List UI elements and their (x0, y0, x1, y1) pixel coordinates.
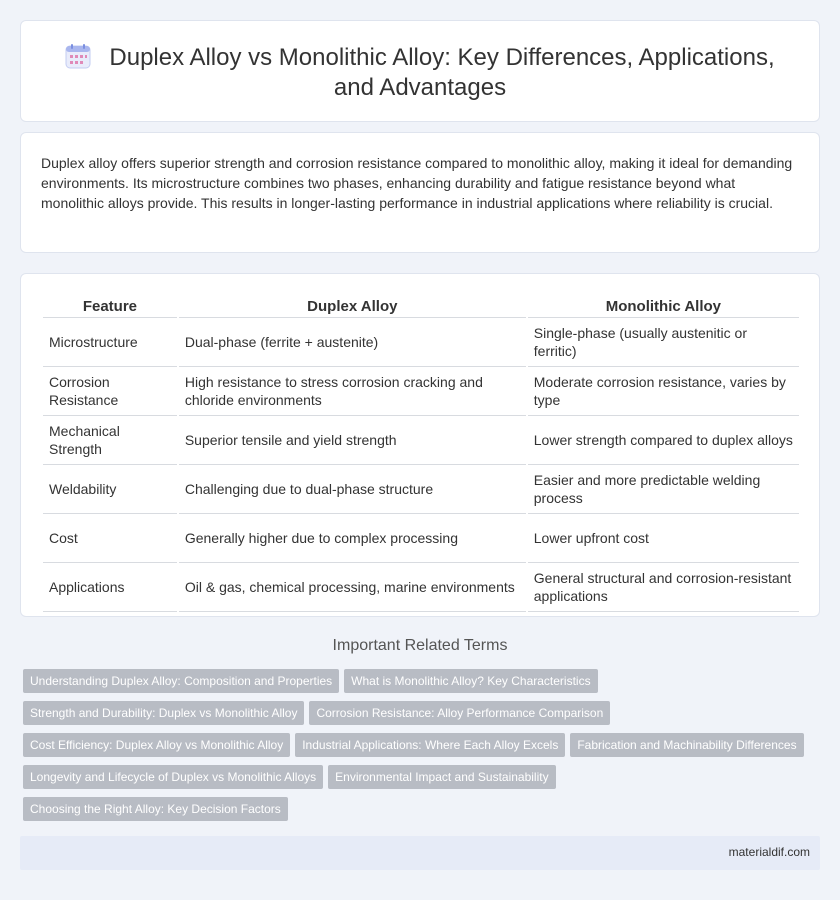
table-row (43, 563, 799, 612)
feature-cell: Applications (43, 563, 177, 612)
page-title-text: Duplex Alloy vs Monolithic Alloy: Key Differences, Applications, and Advantages (109, 44, 775, 101)
monolithic-cell: General structural and corrosion-resistant applications (528, 563, 799, 612)
calendar-grid-icon (65, 43, 91, 69)
tag-row (23, 765, 823, 797)
related-term-link[interactable]: Corrosion Resistance: Alloy Performance Comparison (309, 701, 610, 725)
header-duplex-alloy: Duplex Alloy (179, 296, 526, 318)
table-row (43, 367, 799, 416)
related-term-link[interactable]: Strength and Durability: Duplex vs Monolithic Alloy (23, 701, 304, 725)
comparison-table (41, 296, 801, 612)
footer-site-link[interactable]: materialdif.com (728, 845, 810, 859)
table-header-row (43, 296, 799, 318)
related-term-link[interactable]: Industrial Applications: Where Each Alloy Excels (295, 733, 565, 757)
page-title (65, 44, 774, 101)
table-row (43, 318, 799, 367)
related-term-link[interactable]: Fabrication and Machinability Differences (570, 733, 803, 757)
table-row (43, 514, 799, 563)
related-term-link[interactable]: Choosing the Right Alloy: Key Decision Factors (23, 797, 288, 821)
intro-paragraph: Duplex alloy offers superior strength and corrosion resistance compared to monolithic alloy, making it ideal for demanding environments. Its microstructure combines two phases, enhancing durability and fatigue resistance beyond what monolithic alloys provide. This results in longer-lasting performance in industrial applications where reliability is crucial. (41, 155, 793, 211)
tag-row (23, 733, 823, 765)
monolithic-cell: Lower upfront cost (528, 514, 799, 563)
header-card (20, 20, 820, 122)
table-row (43, 465, 799, 514)
feature-cell: Corrosion Resistance (43, 367, 177, 416)
duplex-cell: High resistance to stress corrosion cracking and chloride environments (179, 367, 526, 416)
duplex-cell: Generally higher due to complex processing (179, 514, 526, 563)
related-term-link[interactable]: Cost Efficiency: Duplex Alloy vs Monolithic Alloy (23, 733, 290, 757)
feature-cell: Weldability (43, 465, 177, 514)
monolithic-cell: Moderate corrosion resistance, varies by type (528, 367, 799, 416)
monolithic-cell: Lower strength compared to duplex alloys (528, 416, 799, 465)
table-row (43, 416, 799, 465)
intro-card (20, 132, 820, 253)
feature-cell: Mechanical Strength (43, 416, 177, 465)
duplex-cell: Dual-phase (ferrite + austenite) (179, 318, 526, 367)
tag-row (23, 797, 823, 829)
header-feature: Feature (43, 296, 177, 318)
related-term-link[interactable]: Longevity and Lifecycle of Duplex vs Monolithic Alloys (23, 765, 323, 789)
tag-row (23, 669, 823, 701)
related-terms-list (23, 669, 823, 829)
related-term-link[interactable]: Environmental Impact and Sustainability (328, 765, 555, 789)
duplex-cell: Oil & gas, chemical processing, marine environments (179, 563, 526, 612)
monolithic-cell: Single-phase (usually austenitic or ferritic) (528, 318, 799, 367)
duplex-cell: Challenging due to dual-phase structure (179, 465, 526, 514)
related-term-link[interactable]: Understanding Duplex Alloy: Composition and Properties (23, 669, 339, 693)
related-term-link[interactable]: What is Monolithic Alloy? Key Characteristics (344, 669, 597, 693)
feature-cell: Microstructure (43, 318, 177, 367)
header-monolithic-alloy: Monolithic Alloy (528, 296, 799, 318)
monolithic-cell: Easier and more predictable welding process (528, 465, 799, 514)
duplex-cell: Superior tensile and yield strength (179, 416, 526, 465)
related-terms-heading: Important Related Terms (332, 637, 508, 654)
feature-cell: Cost (43, 514, 177, 563)
comparison-table-card (20, 273, 820, 617)
footer (20, 836, 820, 870)
tag-row (23, 701, 823, 733)
title-wrap (61, 43, 779, 103)
